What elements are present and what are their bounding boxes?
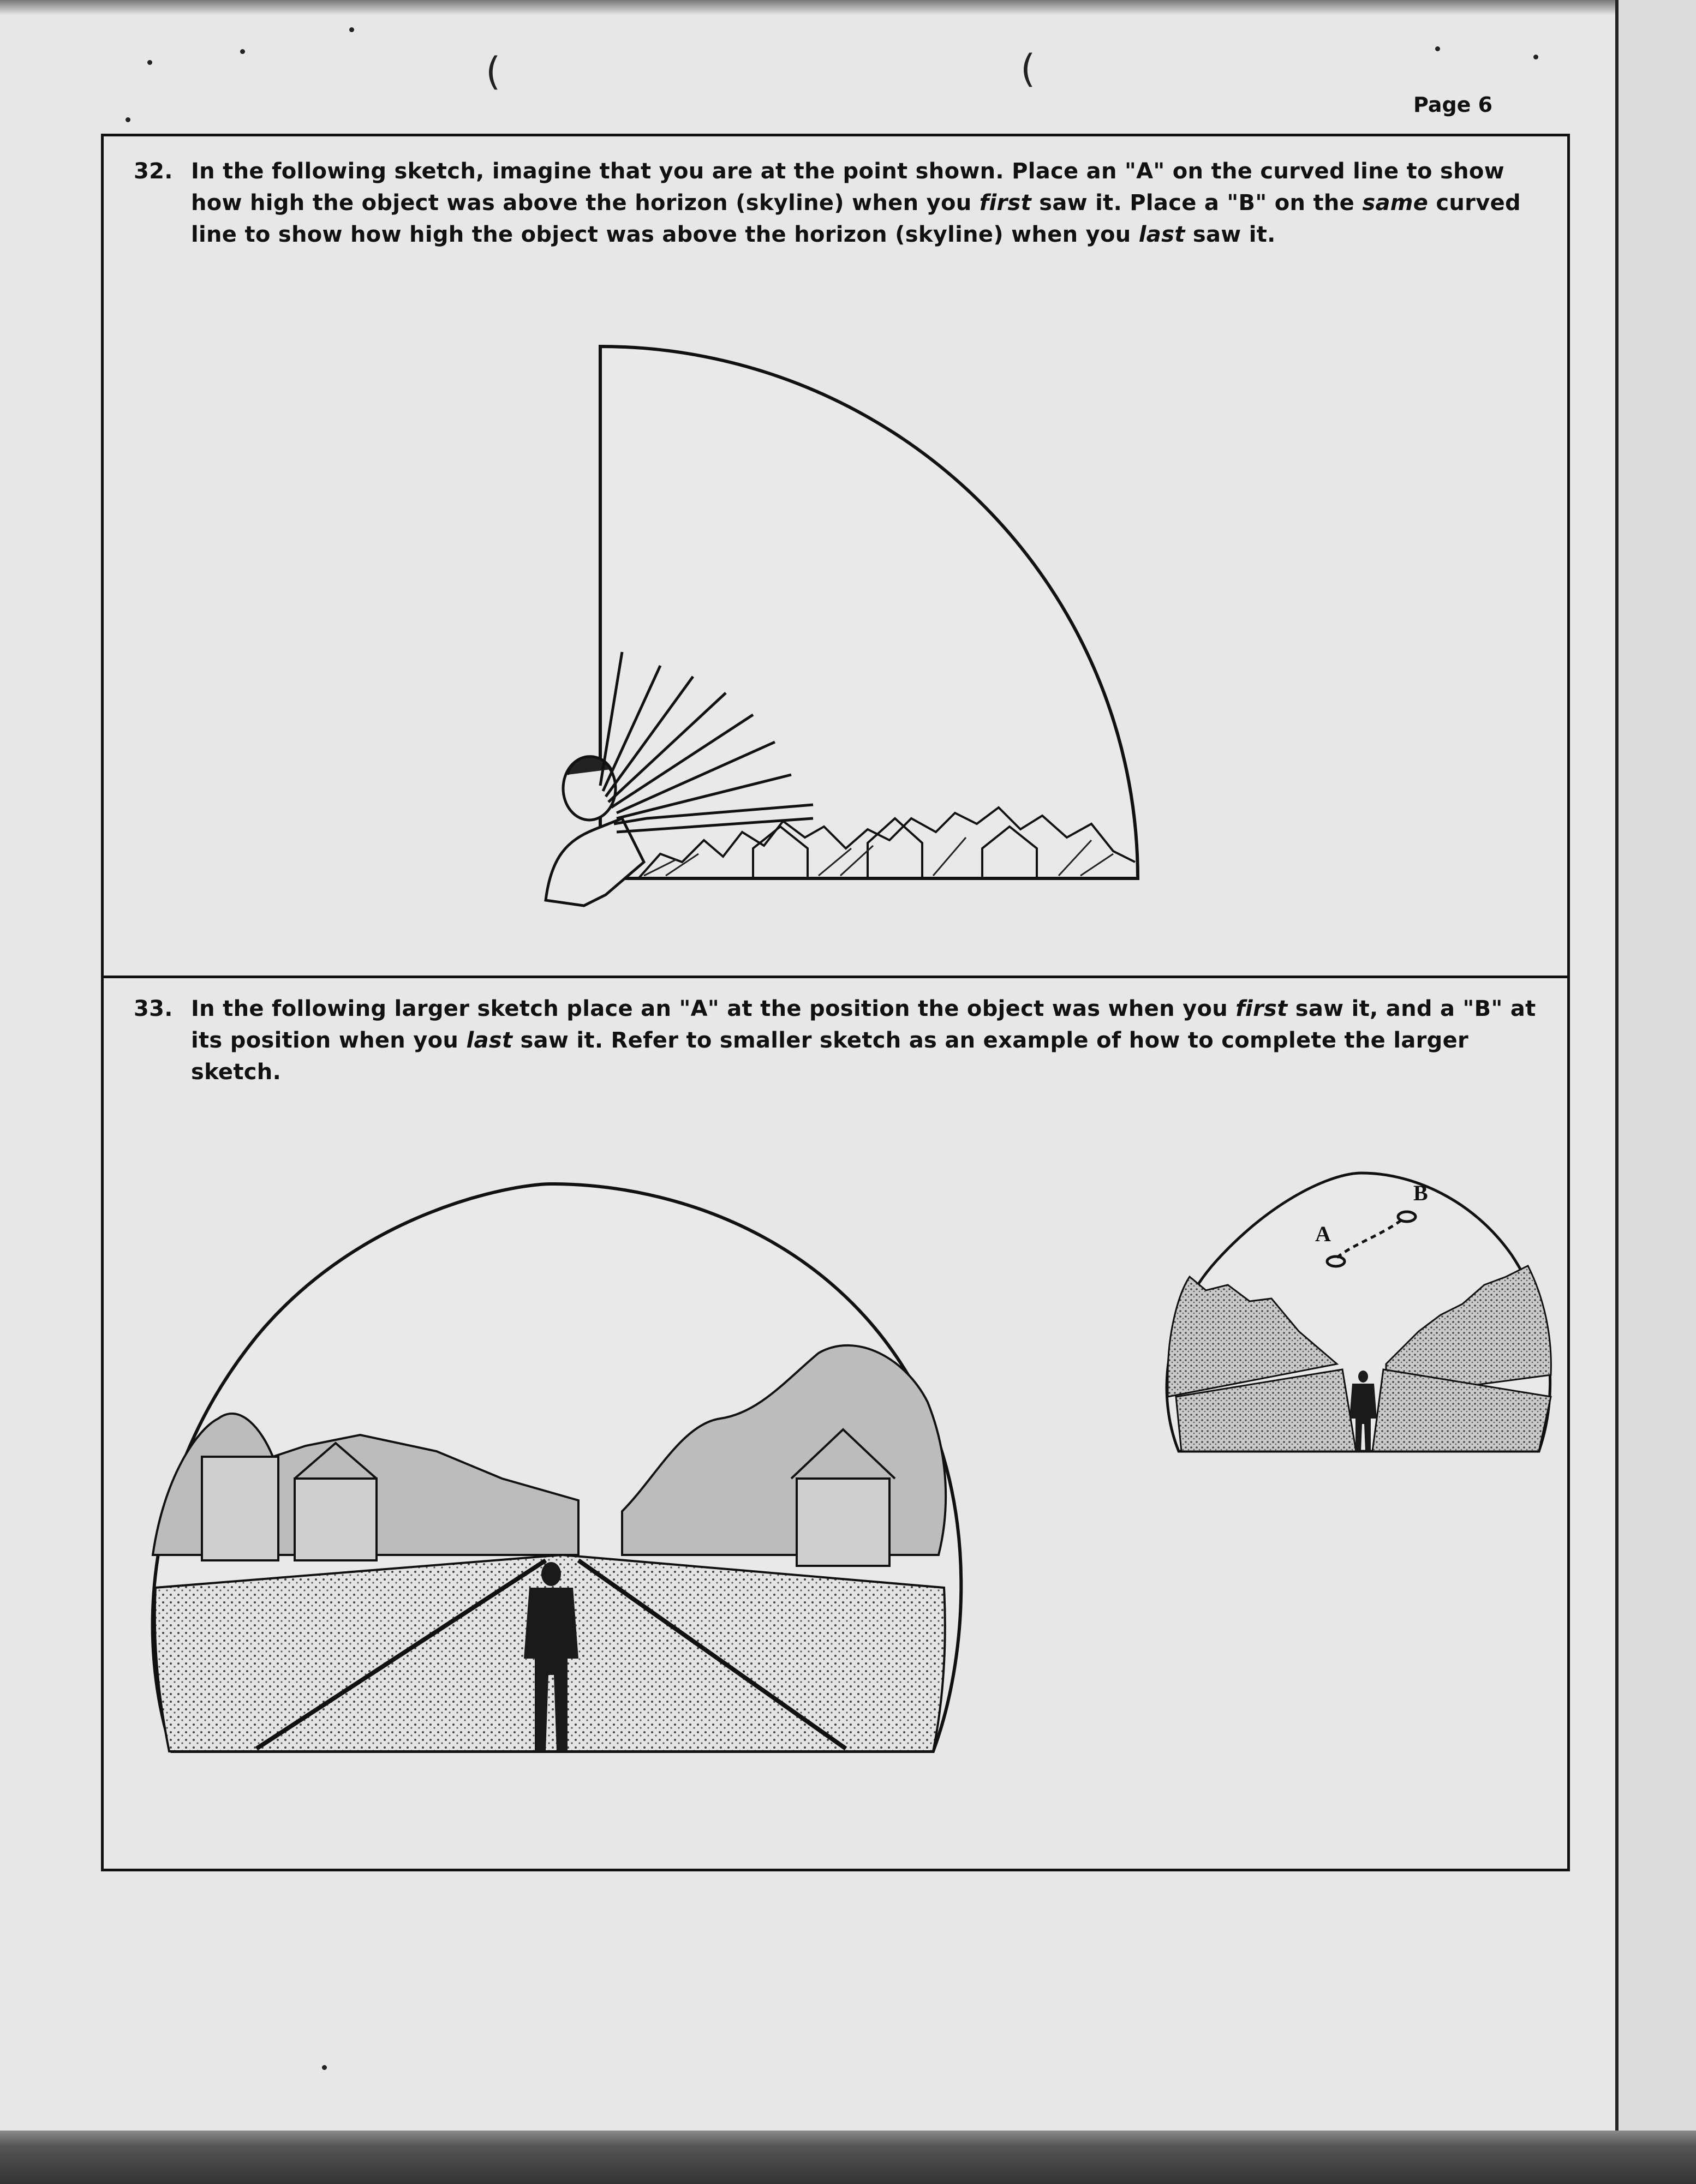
large-street-sketch <box>131 1173 971 1762</box>
label-b: B <box>1413 1181 1428 1205</box>
question-number: 32. <box>134 159 173 184</box>
scan-edge <box>0 2131 1696 2184</box>
scan-mark: ( <box>1020 46 1036 91</box>
section-divider <box>101 976 1570 978</box>
sky-arc <box>600 346 1138 878</box>
question-text: In the following larger sketch place an "A" at the position the object was when you first saw it, and a "B" at its position when you last saw it. Refer to smaller sketch as an example of how to complete the larger sketch. <box>191 996 1536 1085</box>
scan-speck <box>147 60 152 65</box>
scan-speck <box>1435 46 1440 51</box>
question-number: 33. <box>134 996 173 1021</box>
question-text: In the following sketch, imagine that you are at the point shown. Place an "A" on the curved line to show how high the object was above the horizon (skyline) when you first saw it. Place a "B" on the same curved line to show how high the object was above the horizon (skyline) when you last saw it. <box>191 159 1521 247</box>
scan-mark: ( <box>486 49 501 94</box>
scan-speck <box>349 27 354 32</box>
label-a: A <box>1315 1222 1331 1246</box>
small-example-sketch <box>1157 1168 1561 1462</box>
scan-speck <box>1533 55 1538 59</box>
scan-shadow <box>0 0 1615 15</box>
scan-speck <box>126 117 130 122</box>
quarter-circle-sketch <box>535 338 1146 911</box>
scan-speck <box>322 2065 327 2070</box>
scan-speck <box>240 49 245 54</box>
page-number: Page 6 <box>1413 93 1493 117</box>
